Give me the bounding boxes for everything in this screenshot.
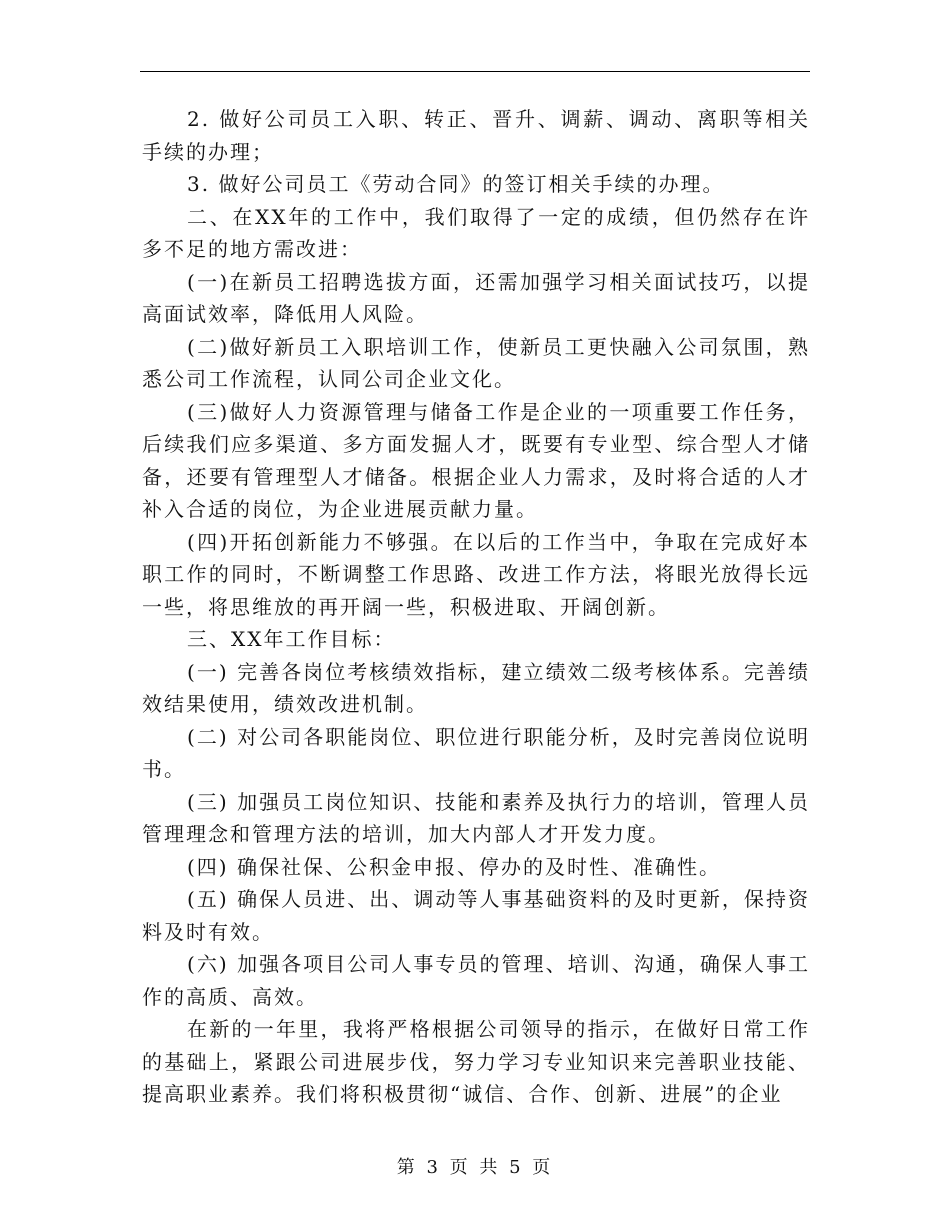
paragraph: (一)在新员工招聘选拔方面，还需加强学习相关面试技巧，以提高面试效率，降低用人风险。 [142,269,810,326]
section-heading: 三、XX年工作目标： [187,627,396,651]
paragraph: (四)开拓创新能力不够强。在以后的工作当中，争取在完成好本职工作的同时，不断调整工作思路、改进工作方法，将眼光放得长远一些，将思维放的再开阔一些，积极进取、开阔创新。 [142,529,810,619]
paragraph: (一) 完善各岗位考核绩效指标，建立绩效二级考核体系。完善绩效结果使用，绩效改进机制。 [142,659,810,716]
paragraph: (二)做好新员工入职培训工作，使新员工更快融入公司氛围，熟悉公司工作流程，认同公司企业文化。 [142,334,810,391]
paragraph: (二) 对公司各职能岗位、职位进行职能分析，及时完善岗位说明书。 [142,724,810,781]
paragraph: (四) 确保社保、公积金申报、停办的及时性、准确性。 [187,854,721,879]
paragraph: (三) 加强员工岗位知识、技能和素养及执行力的培训，管理人员管理理念和管理方法的培训，加大内部人才开发力度。 [142,789,810,846]
header-rule [140,71,810,72]
section-heading: 二、在XX年的工作中，我们取得了一定的成绩，但仍然存在许多不足的地方需改进： [142,204,810,261]
paragraph: (三)做好人力资源管理与储备工作是企业的一项重要工作任务，后续我们应多渠道、多方面发掘人才，既要有专业型、综合型人才储备，还要有管理型人才储备。根据企业人力需求，及时将合适的人才补入合适的岗位，为企业进展贡献力量。 [142,399,810,521]
paragraph: (六) 加强各项目公司人事专员的管理、培训、沟通，确保人事工作的高质、高效。 [142,952,810,1009]
page-number: 第 3 页 共 5 页 [396,1157,554,1178]
paragraph: 3. 做好公司员工《劳动合同》的签订相关手续的办理。 [187,172,725,196]
paragraph: (五) 确保人员进、出、调动等人事基础资料的及时更新，保持资料及时有效。 [142,887,810,944]
paragraph: 在新的一年里，我将严格根据公司领导的指示，在做好日常工作的基础上，紧跟公司进展步伐，努力学习专业知识来完善职业技能、提高职业素养。我们将积极贯彻“诚信、合作、创新、进展”的企业 [142,1017,810,1106]
document-body [142,103,810,1111]
paragraph: 2. 做好公司员工入职、转正、晋升、调薪、调动、离职等相关手续的办理； [142,107,810,164]
